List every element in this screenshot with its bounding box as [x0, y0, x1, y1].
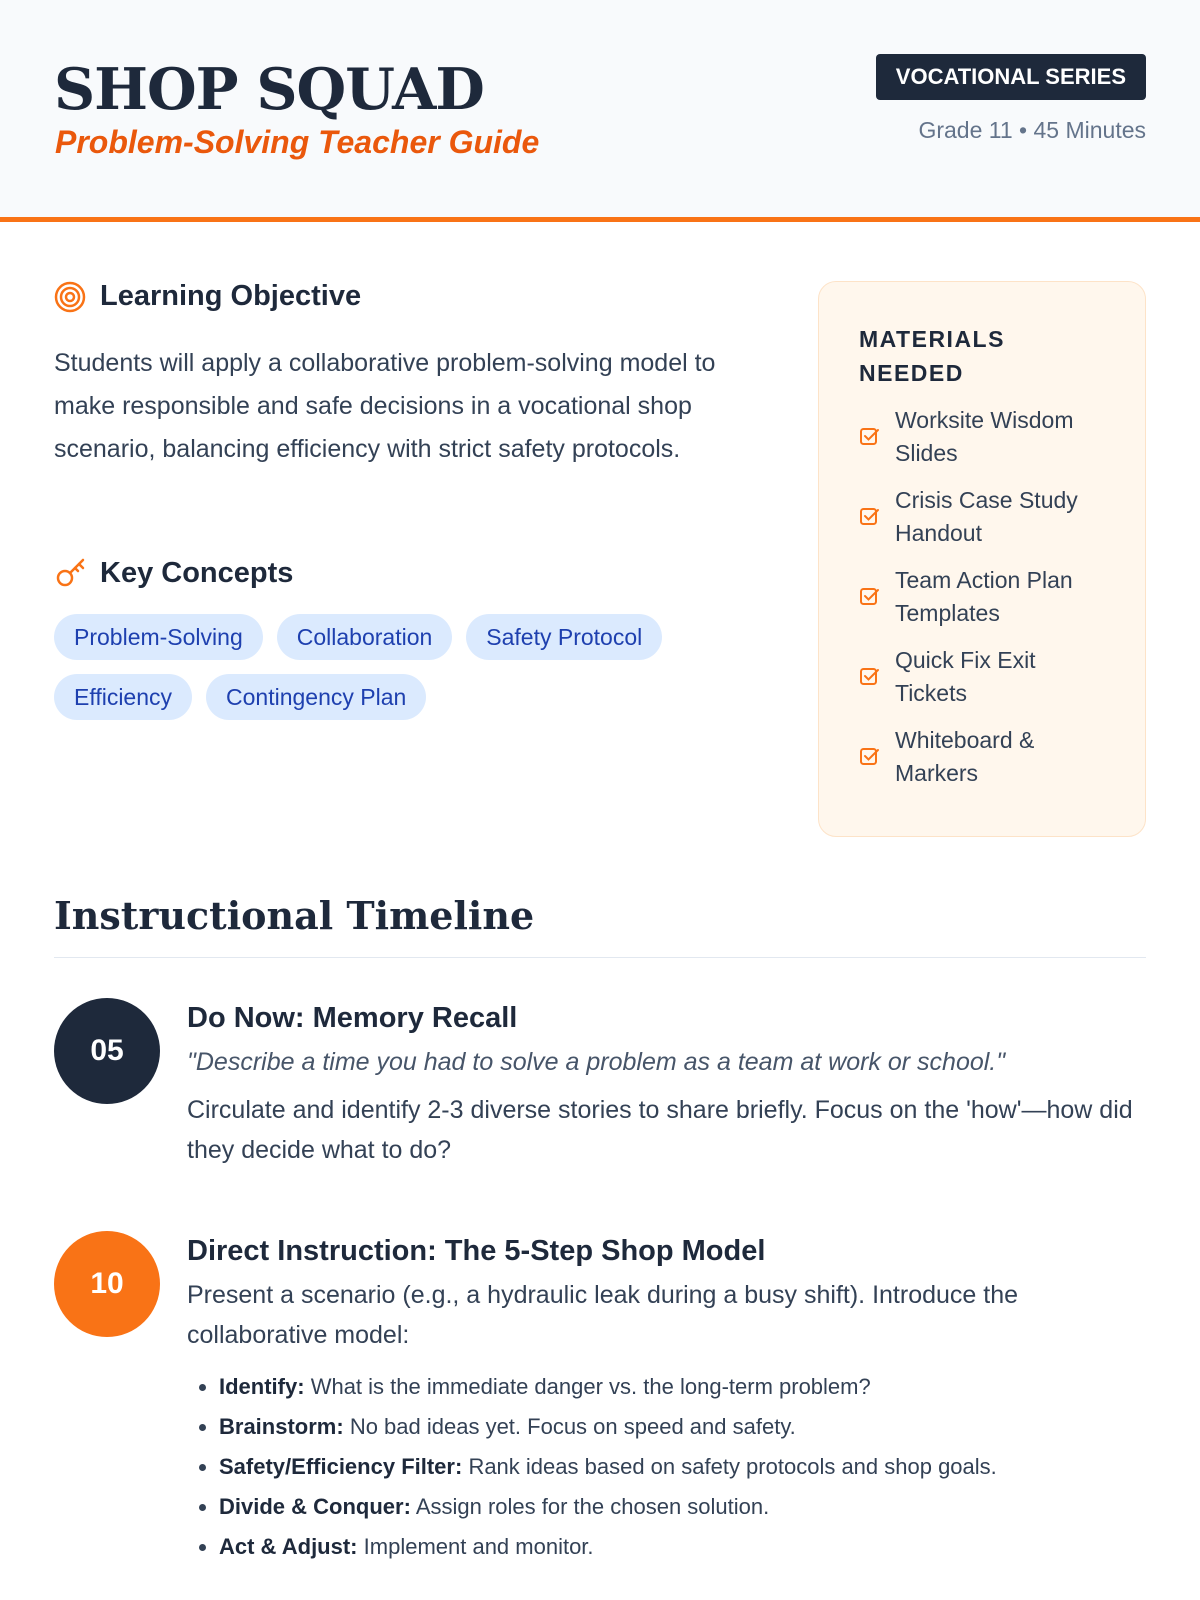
step-text: Present a scenario (e.g., a hydraulic leak during a busy shift). Introduce the collaborative model: [187, 1281, 1019, 1349]
model-steps-list [187, 1367, 1147, 1567]
material-label: Whiteboard & Markers [895, 727, 1035, 786]
checkbox-checked-icon [859, 586, 881, 608]
list-item [219, 1487, 1147, 1527]
step-text: Circulate and identify 2-3 diverse stories to share briefly. Focus on the 'how'—how did they decide what to do? [187, 1096, 1133, 1164]
page-subtitle: Problem-Solving Teacher Guide [55, 124, 540, 160]
list-desc: No bad ideas yet. Focus on speed and safety. [349, 1414, 796, 1439]
materials-panel [818, 281, 1146, 837]
list-item [219, 1367, 1147, 1407]
target-icon [54, 279, 88, 313]
learning-objective-heading [54, 279, 361, 313]
step-title: Direct Instruction: The 5-Step Shop Model [187, 1235, 766, 1267]
checkbox-checked-icon [859, 426, 881, 448]
concept-tag-contingency-plan: Contingency Plan [206, 674, 426, 720]
page-title: SHOP SQUAD [54, 56, 484, 123]
timeline-title: Instructional Timeline [54, 893, 535, 938]
list-term: Act & Adjust: [219, 1534, 358, 1559]
concept-tag-safety-protocol: Safety Protocol [466, 614, 662, 660]
page-header [0, 0, 1200, 222]
list-desc: What is the immediate danger vs. the long-term problem? [310, 1374, 871, 1399]
material-item [859, 484, 1105, 550]
grade-duration-meta: Grade 11 • 45 Minutes [918, 117, 1146, 143]
concept-tags [54, 614, 754, 720]
material-label: Team Action Plan Templates [895, 567, 1073, 626]
material-item [859, 404, 1105, 470]
list-item [219, 1527, 1147, 1567]
step-minutes-badge: 05 [54, 998, 160, 1104]
series-badge: VOCATIONAL SERIES [876, 54, 1146, 100]
concept-tag-collaboration: Collaboration [277, 614, 453, 660]
checkbox-checked-icon [859, 666, 881, 688]
list-term: Safety/Efficiency Filter: [219, 1454, 463, 1479]
concept-tag-efficiency: Efficiency [54, 674, 192, 720]
list-item [219, 1407, 1147, 1447]
list-item [219, 1447, 1147, 1487]
checkbox-checked-icon [859, 506, 881, 528]
objective-text: Students will apply a collaborative problem-solving model to make responsible and safe decisions in a vocational shop scenario, balancing efficiency with strict safety protocols. [54, 349, 716, 463]
step-body [187, 998, 1147, 1170]
list-desc: Assign roles for the chosen solution. [415, 1494, 770, 1519]
key-icon [54, 556, 88, 590]
list-term: Brainstorm: [219, 1414, 344, 1439]
material-label: Worksite Wisdom Slides [895, 407, 1074, 466]
step-prompt-quote: "Describe a time you had to solve a problem as a team at work or school." [187, 1048, 1006, 1076]
material-item [859, 724, 1105, 790]
list-term: Divide & Conquer: [219, 1494, 411, 1519]
checkbox-checked-icon [859, 746, 881, 768]
section-heading-label: Learning Objective [100, 279, 362, 312]
timeline-divider [54, 957, 1146, 958]
step-body [187, 1231, 1147, 1567]
list-desc: Implement and monitor. [363, 1534, 594, 1559]
material-item [859, 644, 1105, 710]
material-label: Crisis Case Study Handout [895, 487, 1078, 546]
section-heading-label: Key Concepts [100, 556, 294, 589]
step-title: Do Now: Memory Recall [187, 1002, 518, 1034]
key-concepts-heading [54, 556, 293, 590]
material-item [859, 564, 1105, 630]
list-term: Identify: [219, 1374, 305, 1399]
step-minutes-badge: 10 [54, 1231, 160, 1337]
concept-tag-problem-solving: Problem-Solving [54, 614, 263, 660]
materials-title: MATERIALS NEEDED [859, 326, 1005, 386]
material-label: Quick Fix Exit Tickets [895, 647, 1036, 706]
list-desc: Rank ideas based on safety protocols and shop goals. [468, 1454, 997, 1479]
